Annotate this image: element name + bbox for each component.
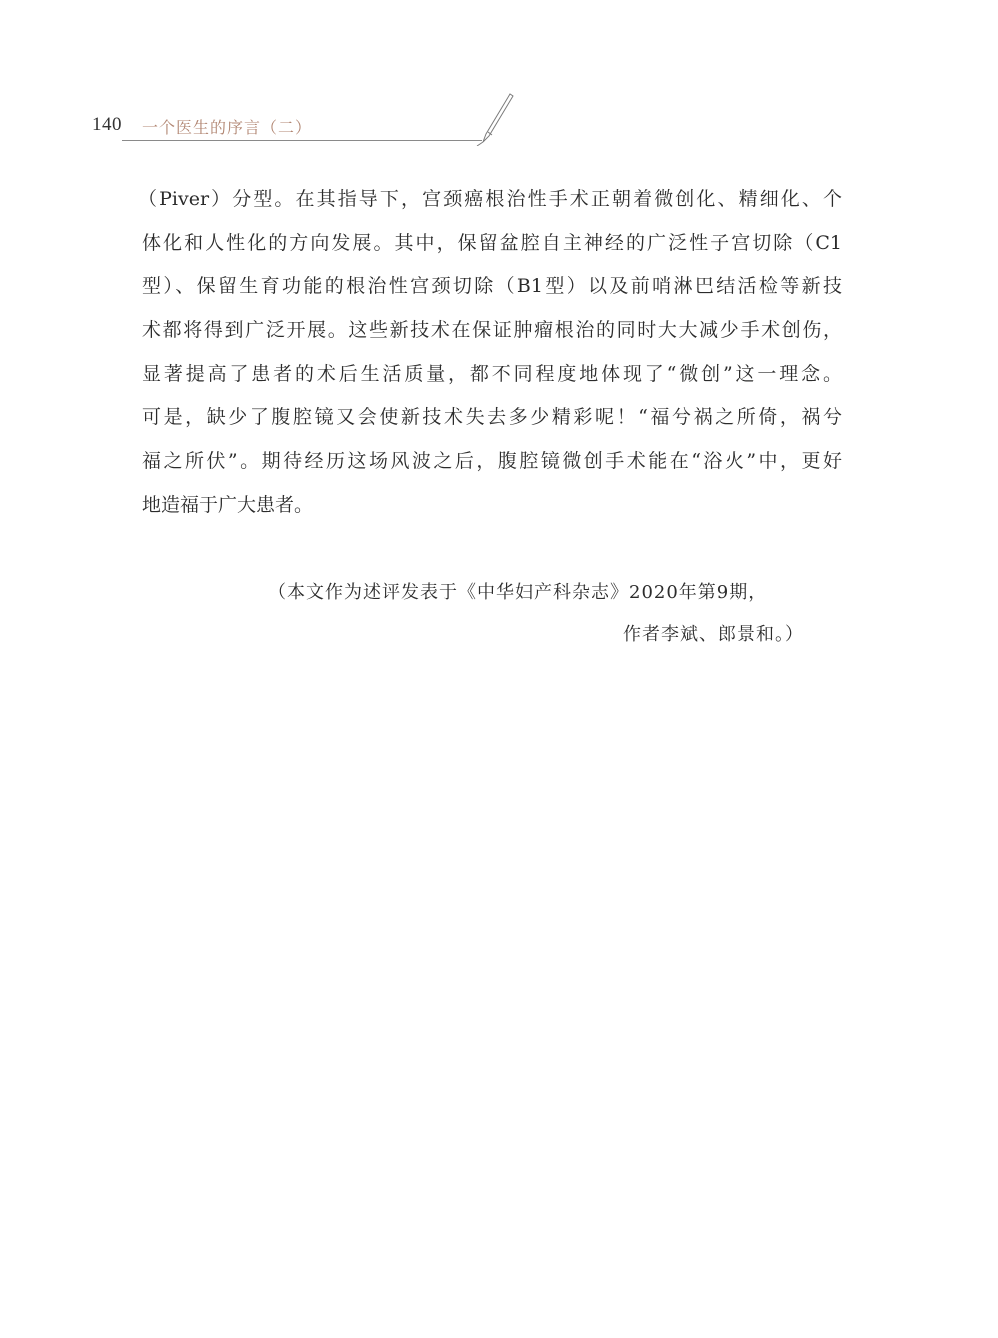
paragraph-line: 福之所伏”。期待经历这场风波之后，腹腔镜微创手术能在“浴火”中，更好 — [142, 450, 842, 473]
paragraph-line: 显著提高了患者的术后生活质量，都不同程度地体现了“微创”这一理念。 — [142, 362, 842, 385]
source-note-line: （本文作为述评发表于《中华妇产科杂志》2020年第9期， — [268, 582, 768, 603]
paragraph-line: 型）、保留生育功能的根治性宫颈切除（B1型）以及前哨淋巴结活检等新技 — [142, 275, 842, 298]
paragraph-line: （Piver）分型。在其指导下，宫颈癌根治性手术正朝着微创化、精细化、个 — [138, 188, 842, 210]
running-title: 一个医生的序言（二） — [142, 118, 313, 137]
paragraph-line: 体化和人性化的方向发展。其中，保留盆腔自主神经的广泛性子宫切除（C1 — [142, 231, 842, 254]
source-note-authors: 作者李斌、郎景和。） — [623, 624, 804, 645]
page-header — [92, 108, 512, 142]
fountain-pen-icon — [474, 92, 514, 146]
header-rule — [122, 140, 482, 141]
paragraph-line: 术都将得到广泛开展。这些新技术在保证肿瘤根治的同时大大减少手术创伤， — [142, 319, 842, 342]
paragraph-line: 可是，缺少了腹腔镜又会使新技术失去多少精彩呢！“福兮祸之所倚，祸兮 — [142, 406, 842, 429]
body-text — [138, 178, 842, 528]
source-note — [268, 572, 804, 656]
paragraph-line: 地造福于广大患者。 — [142, 493, 314, 516]
page-number: 140 — [92, 114, 122, 135]
